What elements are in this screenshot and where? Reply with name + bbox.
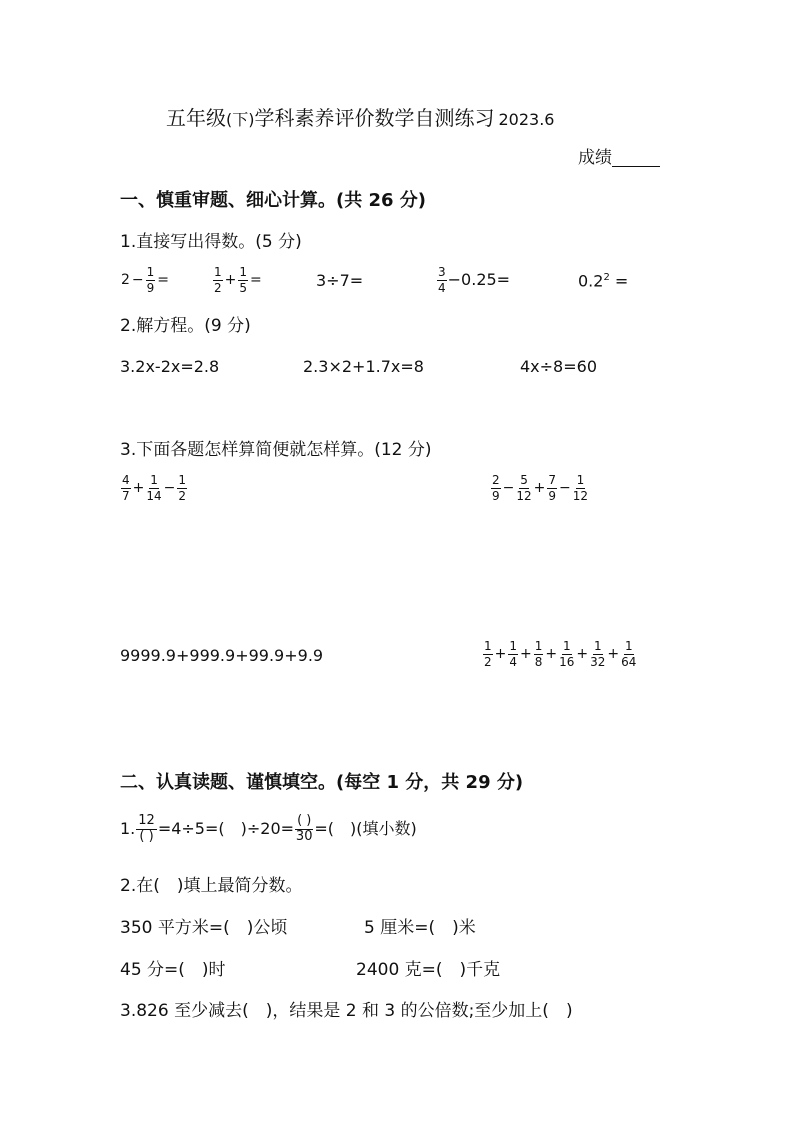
s2q1-f2-num: ( ) (297, 813, 312, 828)
q3e2-frac-2 (516, 474, 531, 502)
q3e4-op4: + (576, 646, 589, 663)
q3e1-num2: 1 (150, 473, 158, 487)
q3e1-op2: − (163, 480, 176, 497)
q1e-eq: = (609, 271, 629, 291)
q1-item-b (212, 266, 263, 294)
q1d-fraction (437, 266, 447, 294)
score-label: 成绩 (578, 148, 612, 168)
title-date: 2023.6 (498, 110, 555, 129)
q3-expression-3: 9999.9+999.9+99.9+9.9 (120, 646, 324, 665)
q1d-den: 4 (438, 280, 446, 295)
q3e2-frac-4 (573, 474, 588, 502)
q3e2-frac-3 (547, 474, 557, 502)
q2-label: 2.解方程。(9 分) (120, 316, 251, 336)
q3e4-frac-6 (621, 640, 636, 668)
q2-equation-1: 3.2x-2x=2.8 (120, 357, 220, 376)
q3e4-num1: 1 (484, 639, 492, 653)
s2-q2-row2-right: 2400 克=( )千克 (356, 960, 501, 980)
q3e4-den3: 8 (534, 654, 543, 669)
q3e1-op1: + (132, 480, 145, 497)
q3e2-num2: 5 (520, 473, 528, 487)
q3e2-den1: 9 (492, 488, 500, 503)
q3e4-num5: 1 (593, 639, 602, 653)
q3e4-num2: 1 (509, 639, 518, 653)
q3e4-den1: 2 (484, 654, 492, 669)
q3e2-num1: 2 (492, 473, 500, 487)
title-subject: 学科素养评价数学自测练习 (254, 106, 495, 130)
q3e4-op5: + (607, 646, 620, 663)
score-field (578, 150, 660, 167)
s2q1-mid: =4÷5=( )÷20= (157, 818, 295, 838)
q1b-den2: 5 (239, 280, 248, 295)
q3-expression-2 (490, 474, 589, 502)
q3e1-den3: 2 (178, 488, 187, 503)
q1e-base: 0.2 (578, 271, 604, 291)
q2-equation-3: 4x÷8=60 (520, 357, 597, 376)
score-blank[interactable] (612, 152, 660, 167)
q1b-den1: 2 (214, 280, 222, 295)
q1b-fraction-1 (213, 266, 223, 294)
q1a-den: 9 (146, 280, 155, 295)
s2-q3: 3.826 至少减去( )，结果是 2 和 3 的公倍数;至少加上( ) (120, 1001, 573, 1021)
q3e4-op3: + (545, 646, 558, 663)
q3e2-num3: 7 (548, 473, 557, 487)
s2q1-f2-den: 30 (295, 828, 313, 844)
q3e2-frac-1 (491, 474, 501, 502)
s2q1-fraction-2 (295, 814, 313, 843)
s2-q2-label: 2.在( )填上最简分数。 (120, 876, 303, 896)
q3e2-op1: − (502, 480, 515, 497)
q3e2-den3: 9 (548, 488, 557, 503)
q3e1-frac-3 (177, 474, 187, 502)
q1-item-c: 3÷7= (316, 271, 364, 290)
page-title (166, 108, 554, 128)
q3-expression-1 (120, 474, 188, 502)
q3e2-num4: 1 (576, 473, 585, 487)
q3e4-op1: + (494, 646, 507, 663)
s2-q2-row1-left: 350 平方米=( )公顷 (120, 918, 288, 938)
q1d-num: 3 (438, 265, 446, 279)
q3e4-frac-3 (534, 640, 544, 668)
q1-item-a (120, 266, 170, 294)
q3e4-num3: 1 (534, 639, 543, 653)
s2q1-fraction-1 (136, 814, 157, 843)
q1-label: 1.直接写出得数。(5 分) (120, 232, 302, 252)
q3e1-num1: 4 (122, 473, 130, 487)
q3e4-den5: 32 (590, 654, 606, 669)
q3e4-den2: 4 (509, 654, 518, 669)
title-grade: 五年级 (166, 106, 226, 130)
q1-item-d (436, 266, 510, 294)
q1a-fraction (146, 266, 156, 294)
q1a-num: 1 (146, 265, 155, 279)
q1b-op: + (224, 272, 237, 289)
s2-q1 (120, 814, 417, 843)
q1a-op: − (131, 272, 144, 289)
q3e1-num3: 1 (178, 473, 187, 487)
q3e4-frac-1 (483, 640, 493, 668)
q3e2-den2: 12 (516, 488, 532, 503)
q3e4-num6: 1 (624, 639, 633, 653)
q3e4-frac-5 (590, 640, 605, 668)
q3e2-op3: − (559, 480, 571, 497)
s2q1-f1-den: ( ) (139, 828, 154, 844)
title-term: (下) (226, 110, 255, 129)
q3e4-op2: + (520, 646, 532, 663)
q2-equation-2: 2.3×2+1.7x=8 (303, 357, 424, 376)
section1-heading: 一、慎重审题、细心计算。(共 26 分) (120, 190, 427, 211)
q3-label: 3.下面各题怎样算简便就怎样算。(12 分) (120, 440, 432, 460)
q1-item-e (578, 273, 628, 289)
s2-q2-row1-right: 5 厘米=( )米 (364, 918, 476, 938)
q1b-num1: 1 (214, 265, 222, 279)
s2-q2-row2-left: 45 分=( )时 (120, 960, 226, 980)
q1b-num2: 1 (239, 265, 248, 279)
q3e1-frac-1 (121, 474, 131, 502)
section2-heading: 二、认真读题、谨慎填空。(每空 1 分，共 29 分) (120, 772, 524, 793)
q1a-lead: 2 (121, 272, 130, 289)
s2q1-f1-num: 12 (138, 813, 155, 828)
s2q1-lead: 1. (120, 818, 136, 838)
q3e1-frac-2 (146, 474, 161, 502)
q3e4-num4: 1 (562, 639, 571, 653)
q3e4-frac-4 (559, 640, 574, 668)
q1b-fraction-2 (238, 266, 248, 294)
q1d-rest: −0.25= (447, 270, 511, 290)
q1e-exp: 2 (603, 272, 610, 283)
s2q1-tail: =( )(填小数) (314, 818, 417, 838)
q3e4-den6: 64 (621, 654, 637, 669)
q3e2-op2: + (533, 480, 546, 497)
q3e4-frac-2 (508, 640, 518, 668)
q1b-eq: = (250, 272, 262, 289)
q3-expression-4 (482, 640, 637, 668)
q3e4-den4: 16 (559, 654, 575, 669)
q3e1-den2: 14 (146, 488, 162, 503)
q3e1-den1: 7 (122, 488, 130, 503)
q3e2-den4: 12 (572, 488, 589, 503)
q1a-eq: = (157, 272, 170, 289)
